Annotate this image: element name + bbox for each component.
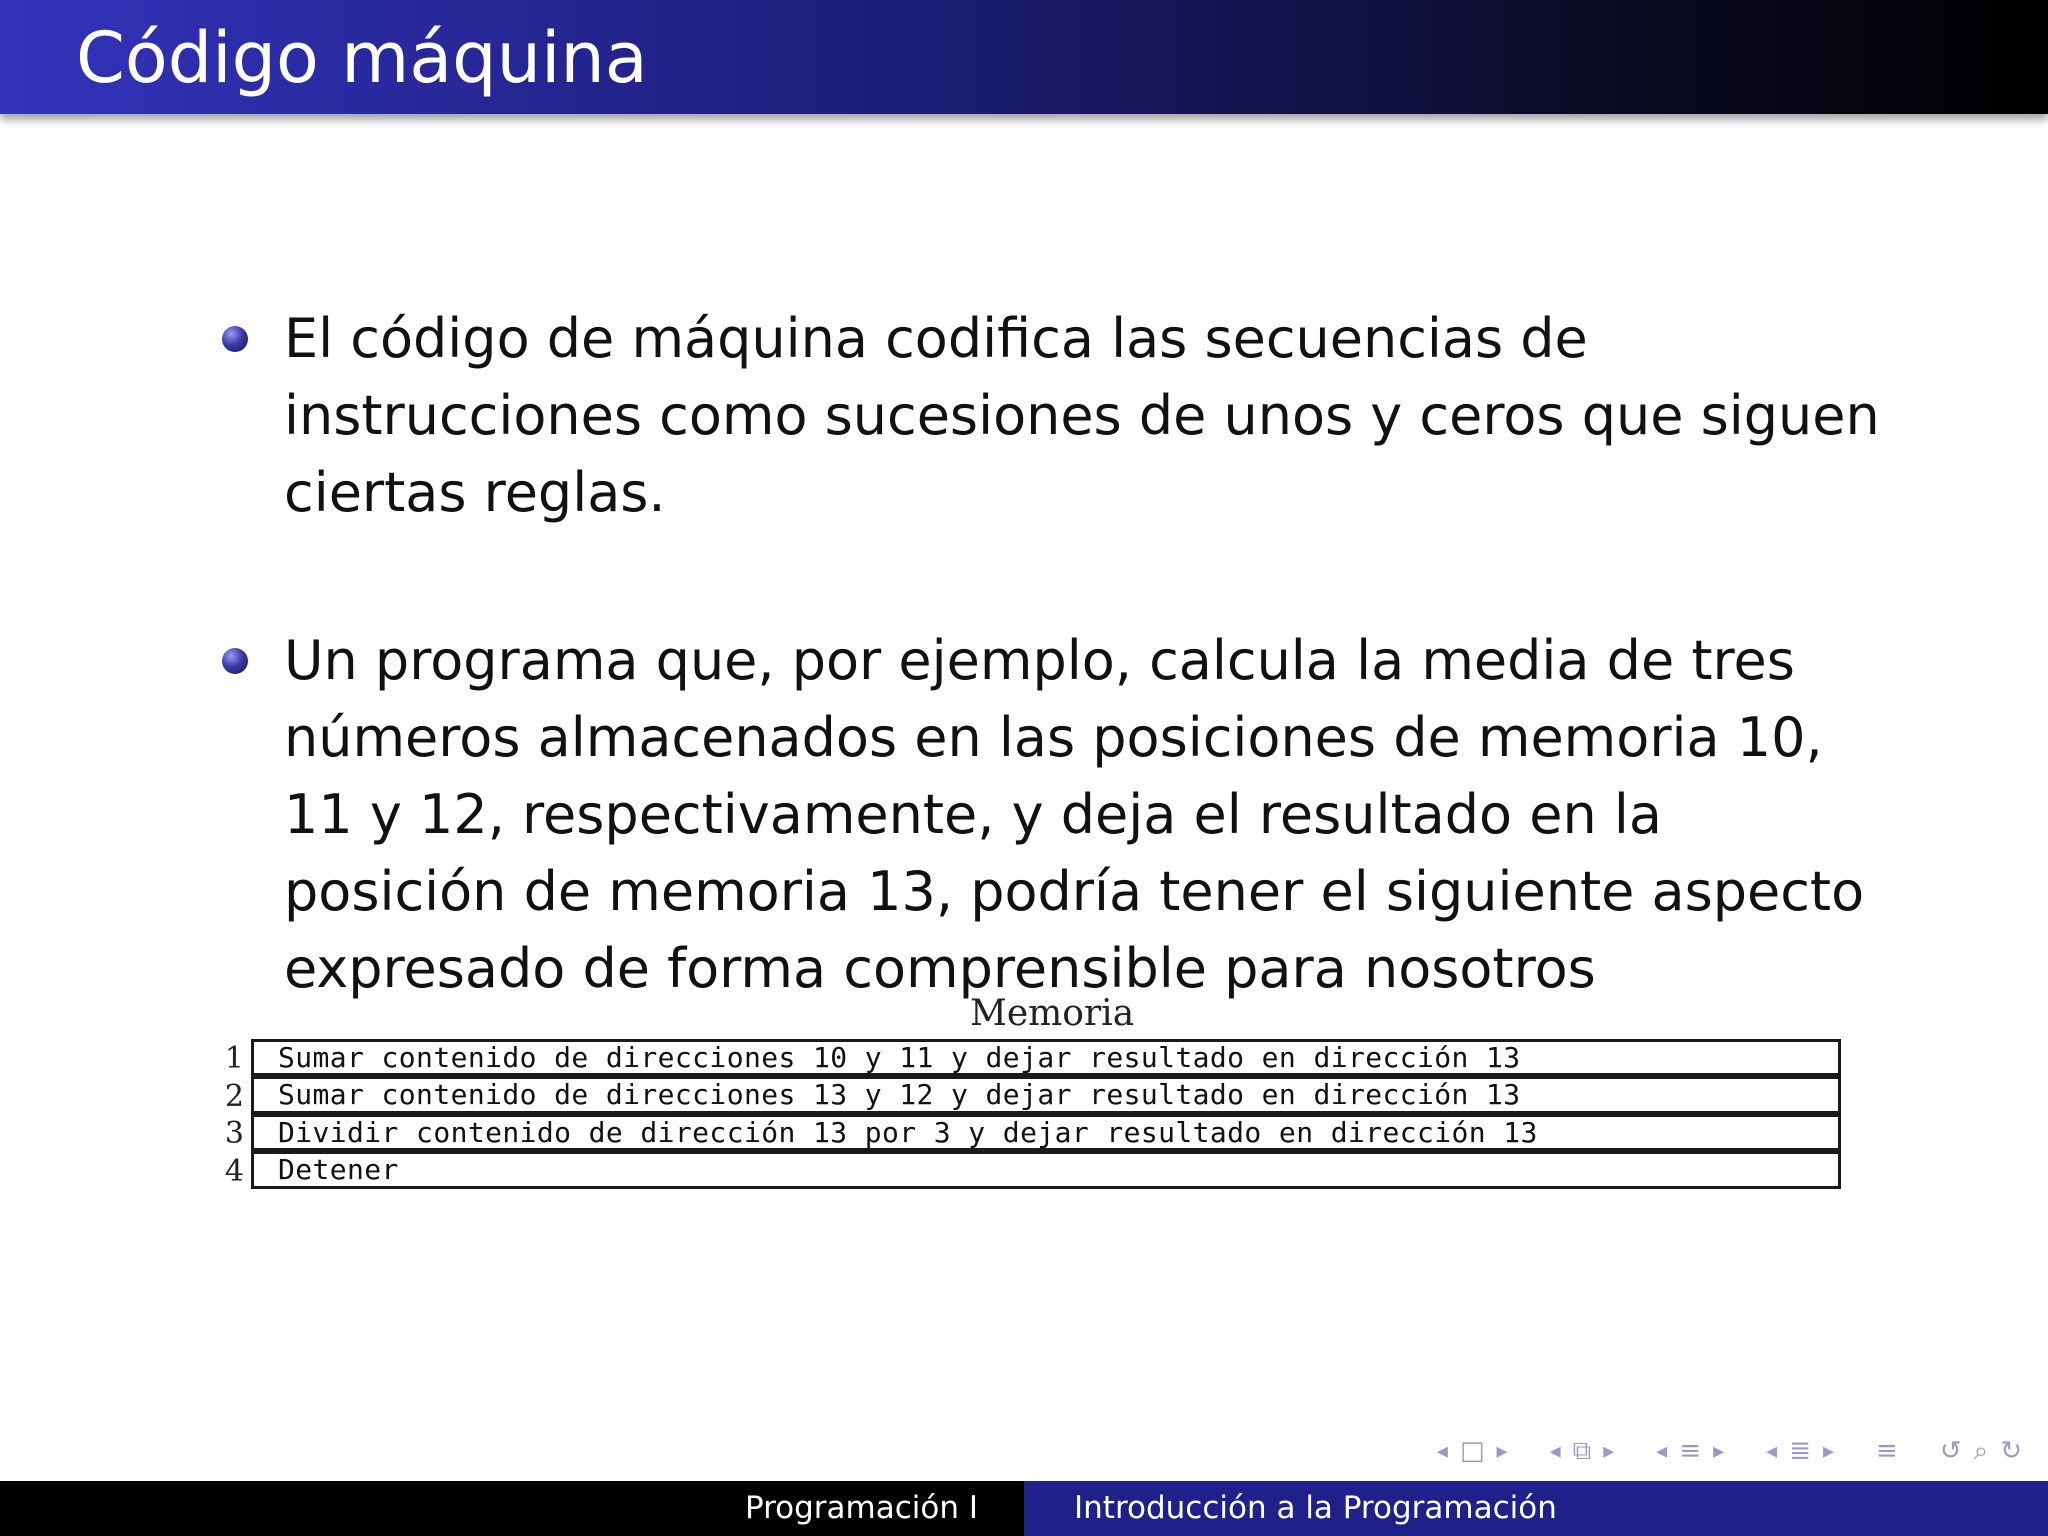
memory-caption: Memoria xyxy=(970,993,1135,1034)
bullet-list xyxy=(218,300,1898,1098)
footer-topic: Introducción a la Programación xyxy=(1024,1481,2048,1536)
slide-title: Código máquina xyxy=(76,17,648,99)
nav-back-icon[interactable]: ↺ xyxy=(1939,1436,1962,1466)
nav-subsection-group[interactable] xyxy=(1544,1436,1621,1467)
nav-left-arrow-icon[interactable]: ◂ xyxy=(1436,1438,1448,1464)
nav-doc-group[interactable] xyxy=(1760,1436,1840,1466)
memory-row xyxy=(210,1153,1842,1191)
memory-row xyxy=(210,1040,1842,1078)
bullet-text: Un programa que, por ejemplo, calcula la media de tres números almacenados en las posiciones de memoria 10, 11 y 12, respectivamente, y deja el resultado en la posición de memoria 13, podría tener el siguiente aspecto expresado de forma comprensible para nosotros xyxy=(284,629,1865,1000)
memory-row xyxy=(210,1078,1842,1116)
nav-search-group[interactable] xyxy=(1934,1436,2028,1467)
search-icon[interactable]: ⌕ xyxy=(1973,1435,1989,1466)
nav-align-icon[interactable]: ≡ xyxy=(1876,1436,1898,1466)
bullet-icon xyxy=(222,648,248,674)
nav-section-group[interactable] xyxy=(1650,1436,1730,1466)
nav-subsection-icon[interactable]: ⧉ xyxy=(1572,1435,1592,1466)
bullet-item xyxy=(218,622,1898,1007)
memory-cell: Sumar contenido de direcciones 10 y 11 y dejar resultado en dirección 13 xyxy=(251,1039,1841,1077)
memory-cell: Detener xyxy=(251,1151,1841,1189)
nav-forward-icon[interactable]: ↻ xyxy=(2000,1436,2022,1466)
memory-cell: Dividir contenido de dirección 13 por 3 y dejar resultado en dirección 13 xyxy=(251,1114,1841,1152)
memory-address: 1 xyxy=(224,1041,244,1076)
nav-doc-icon[interactable]: ≣ xyxy=(1789,1436,1811,1466)
nav-right-arrow-icon[interactable]: ▸ xyxy=(1603,1438,1615,1464)
memory-address: 3 xyxy=(224,1116,244,1151)
nav-align-group[interactable] xyxy=(1870,1436,1904,1466)
beamer-navigation xyxy=(1401,1431,2028,1471)
nav-frame-icon[interactable]: □ xyxy=(1459,1436,1485,1466)
nav-left-arrow-icon[interactable]: ◂ xyxy=(1766,1438,1778,1464)
memory-table xyxy=(210,1040,1842,1190)
nav-right-arrow-icon[interactable]: ▸ xyxy=(1823,1438,1835,1464)
nav-left-arrow-icon[interactable]: ◂ xyxy=(1656,1438,1668,1464)
memory-address: 2 xyxy=(224,1078,244,1114)
nav-left-arrow-icon[interactable]: ◂ xyxy=(1549,1438,1561,1464)
title-bar xyxy=(0,0,2048,114)
nav-right-arrow-icon[interactable]: ▸ xyxy=(1713,1438,1725,1464)
bullet-item xyxy=(218,300,1898,531)
bullet-icon xyxy=(222,326,248,352)
nav-right-arrow-icon[interactable]: ▸ xyxy=(1496,1438,1508,1464)
memory-cell: Sumar contenido de direcciones 13 y 12 y dejar resultado en dirección 13 xyxy=(251,1076,1841,1114)
footer-course: Programación I xyxy=(0,1481,1024,1536)
memory-row xyxy=(210,1115,1842,1153)
nav-frame-group[interactable] xyxy=(1431,1436,1514,1466)
nav-section-icon[interactable]: ≡ xyxy=(1679,1436,1702,1466)
memory-address: 4 xyxy=(224,1153,244,1189)
bullet-text: El código de máquina codifica las secuencias de instrucciones como sucesiones de unos y ceros que siguen ciertas reglas. xyxy=(284,307,1880,524)
footer xyxy=(0,1481,2048,1536)
